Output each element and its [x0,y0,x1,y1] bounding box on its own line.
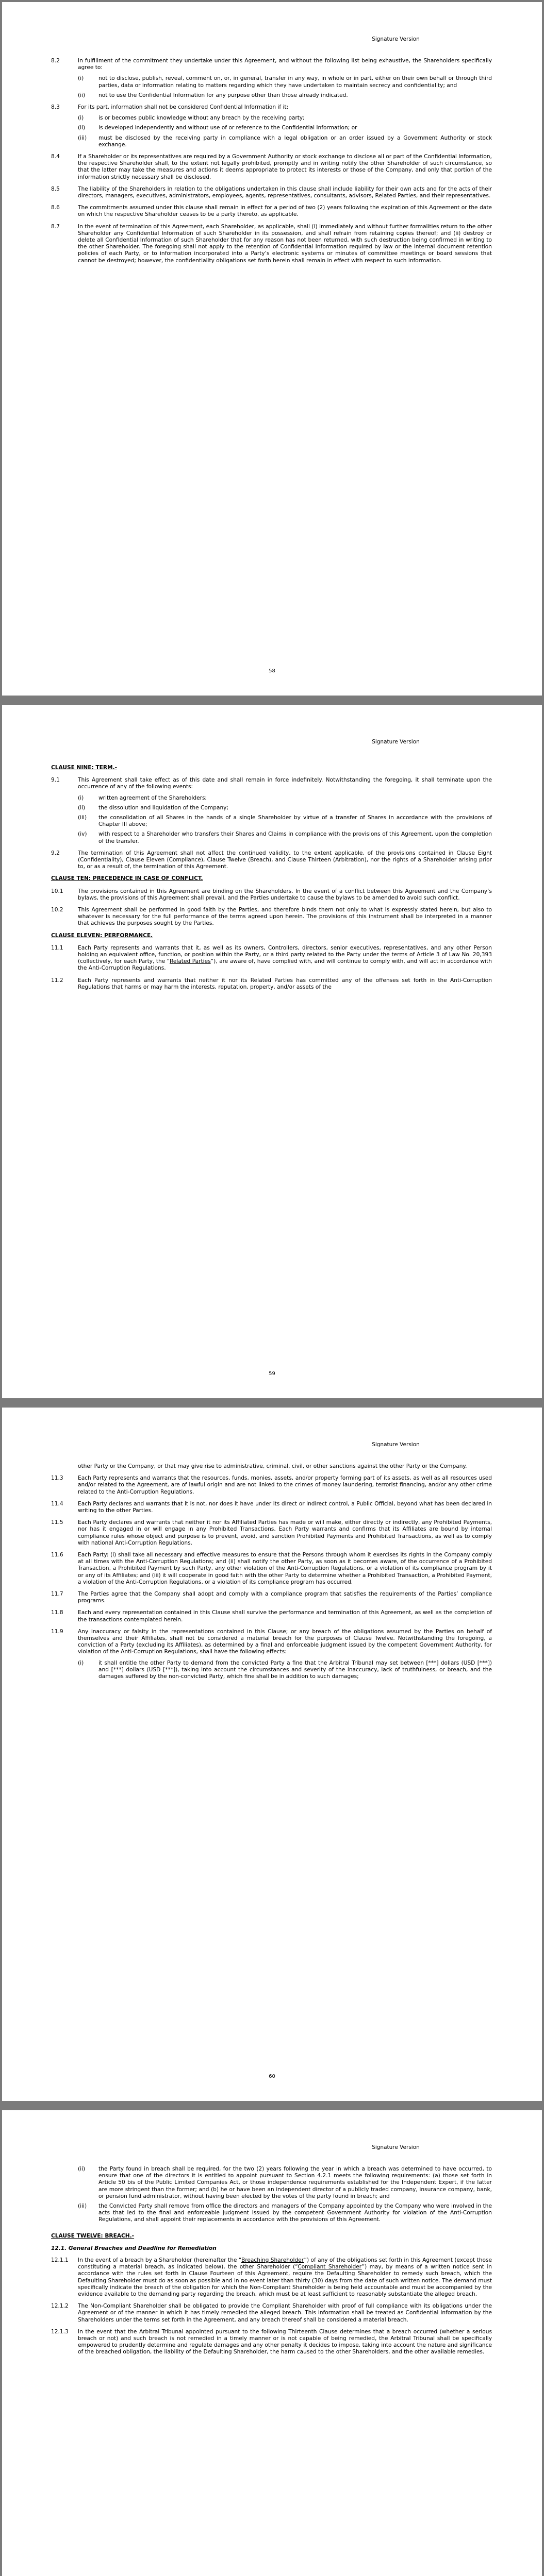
clause-9-1: 9.1 This Agreement shall take effect as of this date and shall remain in force indefinitely. Notwithstanding the foregoing, it shall terminate upon the occurrence of any of the following events: (i) written agreement of the Shareholders; (ii) the dissolution and liquidation of the Company; (iii) the consolidation of all Shares in the hands of a single Shareholder by virtue of a transfer of Shares in accordance with the provisions of Chapter III above; (iv) with respect to a Shareholder who transfers their Shares and Claims in compliance with the provisions of this Agreement, upon the completion of the transfer. [51,777,492,844]
document-page-61 [2,2110,542,2576]
running-header: Signature Version [372,1442,420,1448]
clause-11-2: 11.2 Each Party represents and warrants that neither it nor its Related Parties has committed any of the offenses set forth in the Anti-Corruption Regulations that harms or may harm the interests, reputation, property, and/or assets of the [51,977,492,990]
sub-item: (iii) the Convicted Party shall remove from office the directors and managers of the Company appointed by the Company who were involved in the acts that led to the final and enforceable judgment issued by the competent Government Authority for violation of the Anti-Corruption Regulations, and shall appoint their replacements in accordance with the provisions of this Agreement. [78,2203,492,2223]
clause-10-1: 10.1 The provisions contained in this Agreement are binding on the Shareholders. In the event of a conflict between this Agreement and the Company’s bylaws, the provisions of this Agreement shall prevail, and the Parties undertake to cause the bylaws to be amended to avoid such conflict. [51,888,492,901]
clause-11-8: 11.8 Each and every representation contained in this Clause shall survive the performance and termination of this Agreement, as well as the completion of the transactions contemplated herein. [51,1609,492,1623]
sub-item: (ii) is developed independently and without use of or reference to the Confidential Information; or [78,125,357,131]
document-page-59 [2,705,542,1398]
sub-item: (ii) not to use the Confidential Information for any purpose other than those already indicated. [78,92,348,98]
section-heading: CLAUSE ELEVEN: PERFORMANCE. [51,932,153,939]
continuation-text: other Party or the Company, or that may give rise to administrative, criminal, civil, or other sanctions against the other Party or the Company. [78,1463,467,1469]
clause-9-2: 9.2 The termination of this Agreement shall not affect the continued validity, to the extent applicable, of the provisions contained in Clause Eight (Confidentiality), Clause Eleven (Compliance), Clause Twelve (Breach), and Clause Thirteen (Arbitration), nor the rights of a Shareholder arising prior to, or as a result of, the termination of this Agreement. [51,850,492,870]
clause-11-5: 11.5 Each Party declares and warrants that neither it nor its Affiliated Parties has made or will make, either directly or indirectly, any Prohibited Payments, nor has it engaged in or will engage in any Prohibited Transactions. Each Party warrants and confirms that its Affiliates are bound by internal compliance rules whose object and purpose is to prevent, avoid, and sanction Prohibited Payments and Prohibited Transactions, as well as to comply with national Anti-Corruption Regulations. [51,1519,492,1546]
clause-11-9: 11.9 Any inaccuracy or falsity in the representations contained in this Clause; or any breach of the obligations assumed by the Parties on behalf of themselves and their Affiliates, shall not be considered a material breach for the purposes of Clause Twelve. Notwithstanding the foregoing, a conviction of a Party (excluding its Affiliates), as determined by a final and enforceable judgment issued by the competent Government Authority, for violation of the Anti-Corruption Regulations, shall have the following effects: (i) it shall entitle the other Party to demand from the convicted Party a fine that the Arbitral Tribunal may set between [***] dollars (USD [***]) and [***] dollars (USD [***]), taking into account the circumstances and severity of the inaccuracy, lack of truthfulness, or breach, and the damages suffered by the non-convicted Party, which fine shall be in addition to such damages; [51,1628,492,1680]
clause-11-3: 11.3 Each Party represents and warrants that the resources, funds, monies, assets, and/or property forming part of its assets, as well as all resources used and/or related to the Agreement, are of lawful origin and are not linked to the crimes of money laundering, terrorist financing, and/or any other crime related to the Anti-Corruption Regulations. [51,1475,492,1495]
running-header: Signature Version [372,36,420,42]
clause-11-7: 11.7 The Parties agree that the Company shall adopt and comply with a compliance program that satisfies the requirements of the Parties’ compliance programs. [51,1591,492,1604]
running-header: Signature Version [372,2144,420,2150]
page-number: 60 [269,2074,275,2079]
defined-term: Compliant Shareholder [298,2264,362,2270]
clause-8-6: 8.6 The commitments assumed under this clause shall remain in effect for a period of two (2) years following the expiration of this Agreement or the date on which the respective Shareholder ceases to be a party thereto, as applicable. [51,205,492,218]
section-heading: CLAUSE TEN: PRECEDENCE IN CASE OF CONFLICT. [51,875,203,882]
clause-8-2: 8.2 In fulfillment of the commitment they undertake under this Agreement, and without the following list being exhaustive, the Shareholders specifically agree to: (i) not to disclose, publish, reveal, comment on, or, in general, transfer in any way, in whole or in part, either on their own behalf or through third parties, data or information relating to matters regarding which they have undertaken to maintain secrecy and confidentiality; and (ii) not to use the Confidential Information for any purpose other than those already indicated. [51,58,492,98]
clause-8-7: 8.7 In the event of termination of this Agreement, each Shareholder, as applicable, shall (i) immediately and without further formalities return to the other Shareholder any Confidential Information of such Shareholder in its possession, and shall refrain from retaining copies thereof; and (ii) destroy or delete all Confidential Information of such Shareholder that for any reason has not been returned, with such destruction being confirmed in writing to the other Shareholder. The foregoing shall not apply to the retention of Confidential Information required by law or the internal document retention policies of each Party, or to information incorporated into a Party’s electronic systems or minutes of committee meetings or board sessions that cannot be destroyed; however, the confidentiality obligations set forth herein shall remain in effect with respect to such information. [51,223,492,264]
section-subheading: 12.1. General Breaches and Deadline for Remediation [51,2245,217,2251]
sub-item: (iii) must be disclosed by the receiving party in compliance with a legal obligation or an order issued by a Government Authority or stock exchange. [78,134,492,148]
clause-11-1: 11.1 Each Party represents and warrants that it, as well as its owners, Controllers, directors, senior executives, representatives, and any other Person holding an equivalent office, function, or position within the Party, or a third party related to the Party under the terms of Article 3 of Law No. 20,393 (collectively, for each Party, the “Related Parties”), are aware of, have complied with, and will continue to comply with, and will act in accordance with the Anti-Corruption Regulations. [51,944,492,972]
sub-item: (ii) the Party found in breach shall be required, for the two (2) years following the year in which a breach was determined to have occurred, to ensure that one of the directors it is entitled to appoint pursuant to Section 4.2.1 meets the following requirements: (a) those set forth in Article 50 bis of the Public Limited Companies Act, or those independence requirements established for the Independent Expert, if the latter are more stringent than the former; and (b) he or have been an independent director of a publicly traded company, insurance company, bank, or pension fund administrator, without having been elected by the votes of the party found in breach; and [78,2166,492,2199]
page-number: 58 [269,668,275,674]
defined-term: Related Parties [169,958,211,965]
clause-12-1-3: 12.1.3 In the event that the Arbitral Tribunal appointed pursuant to the following Thirteenth Clause determines that a breach occurred (whether a serious breach or not) and such breach is not remedied in a timely manner or is not capable of being remedied, the Arbitral Tribunal shall be specifically empowered to prudently determine and regulate damages and any other penalty it decides to impose, taking into account the nature and significance of the breached obligation, the liability of the Defaulting Shareholder, the harm caused to the other Shareholders, and the other available remedies. [51,2328,492,2355]
clause-11-4: 11.4 Each Party declares and warrants that it is not, nor does it have under its direct or indirect control, a Public Official, beyond what has been declared in writing to the other Parties. [51,1500,492,1514]
section-heading: CLAUSE NINE: TERM.- [51,765,117,771]
page-body [51,1463,492,1685]
clause-8-4: 8.4 If a Shareholder or its representatives are required by a Government Authority or stock exchange to disclose all or part of the Confidential Information, the respective Shareholder shall, to the extent not legally prohibited, promptly and in writing notify the other Shareholder of such circumstance, so that the latter may take the measures and actions it deems appropriate to protect its interests or those of the Company, and only that portion of the information strictly necessary shall be disclosed. [51,154,492,180]
sub-item: (ii) the dissolution and liquidation of the Company; [78,804,228,811]
clause-10-2: 10.2 This Agreement shall be performed in good faith by the Parties, and therefore binds them not only to what is expressly stated herein, but also to whatever is necessary for the full performance of the terms agreed upon herein. The provisions of this instrument shall be interpreted in a manner that achieves the purposes sought by the Parties. [51,907,492,927]
clause-11-6: 11.6 Each Party: (i) shall take all necessary and effective measures to ensure that the Persons through whom it exercises its rights in the Company comply at all times with the Anti-Corruption Regulations; and (ii) shall notify the other Party, as soon as it becomes aware, of the occurrence of a Prohibited Transaction, a Prohibited Payment by such Party, any other violation of the Anti-Corruption Regulations, or a violation of its compliance program by it or any of its Affiliates; and (iii) it will cooperate in good faith with the other Party to determine whether a Prohibited Transaction, a Prohibited Payment, a violation of the Anti-Corruption Regulations, or a violation of its compliance program has occurred. [51,1552,492,1585]
sub-item: (i) not to disclose, publish, reveal, comment on, or, in general, transfer in any way, in whole or in part, either on their own behalf or through third parties, data or information relating to matters regarding which they have undertaken to maintain secrecy and confidentiality; and [78,75,492,89]
clause-12-1-2: 12.1.2 The Non-Compliant Shareholder shall be obligated to provide the Compliant Shareholder with proof of full compliance with its obligations under the Agreement or of the manner in which it has timely remedied the alleged breach. This information shall be treated as Confidential Information by the Shareholders under the terms set forth in the Agreement, and any breach thereof shall be considered a material breach. [51,2303,492,2323]
running-header: Signature Version [372,739,420,745]
sub-item: (iii) the consolidation of all Shares in the hands of a single Shareholder by virtue of a transfer of Shares in accordance with the provisions of Chapter III above; [78,815,492,828]
page-body [51,2166,492,2361]
document-page-60 [2,1408,542,2101]
page-number: 59 [269,1371,275,1377]
section-heading: CLAUSE TWELVE: BREACH.- [51,2232,135,2239]
clause-8-5: 8.5 The liability of the Shareholders in relation to the obligations undertaken in this clause shall include liability for their own acts and for the acts of their directors, managers, executives, administrators, employees, agents, representatives, consultants, advisors, Related Parties, and their representatives. [51,185,492,199]
document-page-58 [2,2,542,696]
clause-12-1-1: 12.1.1 In the event of a breach by a Shareholder (hereinafter the “Breaching Shareholder”) of any of the obligations set forth in this Agreement (except those constituting a material breach, as indicated below), the other Shareholder (“Compliant Shareholder”) may, by means of a written notice sent in accordance with the rules set forth in Clause Fourteen of this Agreement, require the Defaulting Shareholder to remedy such breach, which the Defaulting Shareholder must do as soon as possible and in no event later than thirty (30) days from the date of such written notice. The demand must specifically indicate the breach of the obligation for which the Non-Compliant Shareholder is being held accountable and must be accompanied by the evidence available to the demanding party regarding the breach, which must be at least sufficient to reasonably substantiate the alleged breach. [51,2257,492,2298]
clause-8-3: 8.3 For its part, information shall not be considered Confidential Information if it: (i) is or becomes public knowledge without any breach by the receiving party; (ii) is developed independently and without use of or reference to the Confidential Information; or (iii) must be disclosed by the receiving party in compliance with a legal obligation or an order issued by a Government Authority or stock exchange. [51,104,492,148]
page-body [51,58,492,269]
sub-item: (i) is or becomes public knowledge without any breach by the receiving party; [78,115,305,122]
sub-item: (i) written agreement of the Shareholders; [78,794,207,801]
sub-item: (iv) with respect to a Shareholder who transfers their Shares and Claims in compliance with the provisions of this Agreement, upon the completion of the transfer. [78,831,492,844]
defined-term: Breaching Shareholder [241,2257,304,2264]
page-body [51,760,492,996]
sub-item: (i) it shall entitle the other Party to demand from the convicted Party a fine that the Arbitral Tribunal may set between [***] dollars (USD [***]) and [***] dollars (USD [***]), taking into account the circumstances and severity of the inaccuracy, lack of truthfulness, or breach, and the damages suffered by the non-convicted Party, which fine shall be in addition to such damages; [78,1659,492,1680]
